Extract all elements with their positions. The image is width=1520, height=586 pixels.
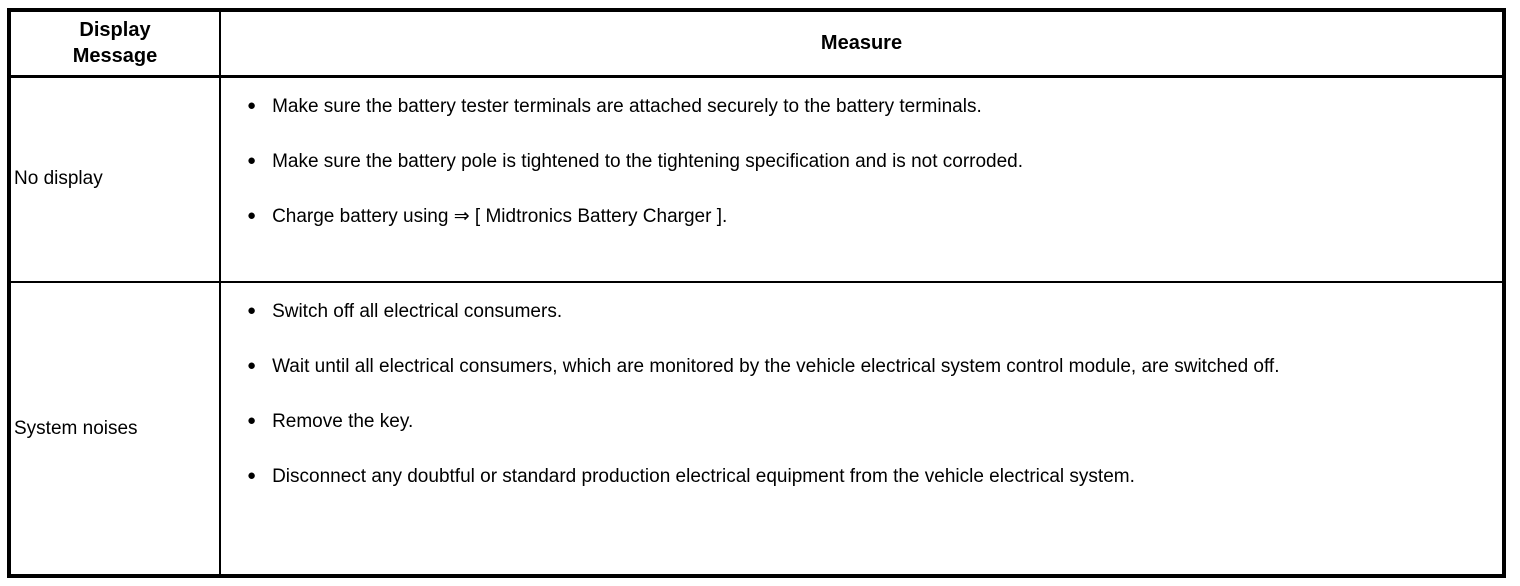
- bullet-icon: ●: [247, 467, 257, 484]
- measure-text: Wait until all electrical consumers, which are monitored by the vehicle electrical system control module, are switched off.: [272, 356, 1280, 377]
- measure-cell: [220, 76, 1504, 282]
- measure-text: Make sure the battery tester terminals are attached securely to the battery terminals.: [272, 95, 982, 117]
- list-item: [247, 203, 1472, 231]
- header-display-message-label: Display Message: [72, 19, 158, 68]
- list-item: [247, 463, 1472, 491]
- bullet-icon: ●: [247, 357, 257, 374]
- header-row: [9, 10, 1504, 76]
- list-item: [247, 298, 1472, 326]
- header-measure-label: Measure: [820, 31, 903, 54]
- bullet-icon: ●: [247, 151, 257, 169]
- display-message-cell: System noises: [9, 282, 220, 576]
- measure-cell: [220, 282, 1504, 576]
- display-message-cell: No display: [9, 76, 220, 282]
- bullet-icon: ●: [247, 412, 257, 429]
- list-item: [247, 408, 1472, 436]
- measure-text: Make sure the battery pole is tightened to the tightening specification and is not corroded.: [272, 150, 1024, 172]
- troubleshooting-table: [7, 8, 1506, 578]
- bullet-icon: ●: [247, 302, 257, 319]
- bullet-icon: ●: [247, 206, 257, 224]
- header-measure: [220, 10, 1504, 76]
- list-item: [247, 93, 1472, 121]
- list-item: [247, 353, 1472, 381]
- list-item: [247, 148, 1472, 176]
- table-row-system-noises: [9, 282, 1504, 576]
- measure-text: Charge battery using ⇒ [ Midtronics Battery Charger ].: [272, 205, 728, 227]
- header-display-message: [9, 10, 220, 76]
- measure-text: Disconnect any doubtful or standard production electrical equipment from the vehicle electrical system.: [272, 466, 1135, 487]
- measure-text: Switch off all electrical consumers.: [272, 301, 563, 322]
- measure-text: Remove the key.: [272, 411, 414, 432]
- table-row-no-display: [9, 76, 1504, 282]
- bullet-icon: ●: [247, 96, 257, 114]
